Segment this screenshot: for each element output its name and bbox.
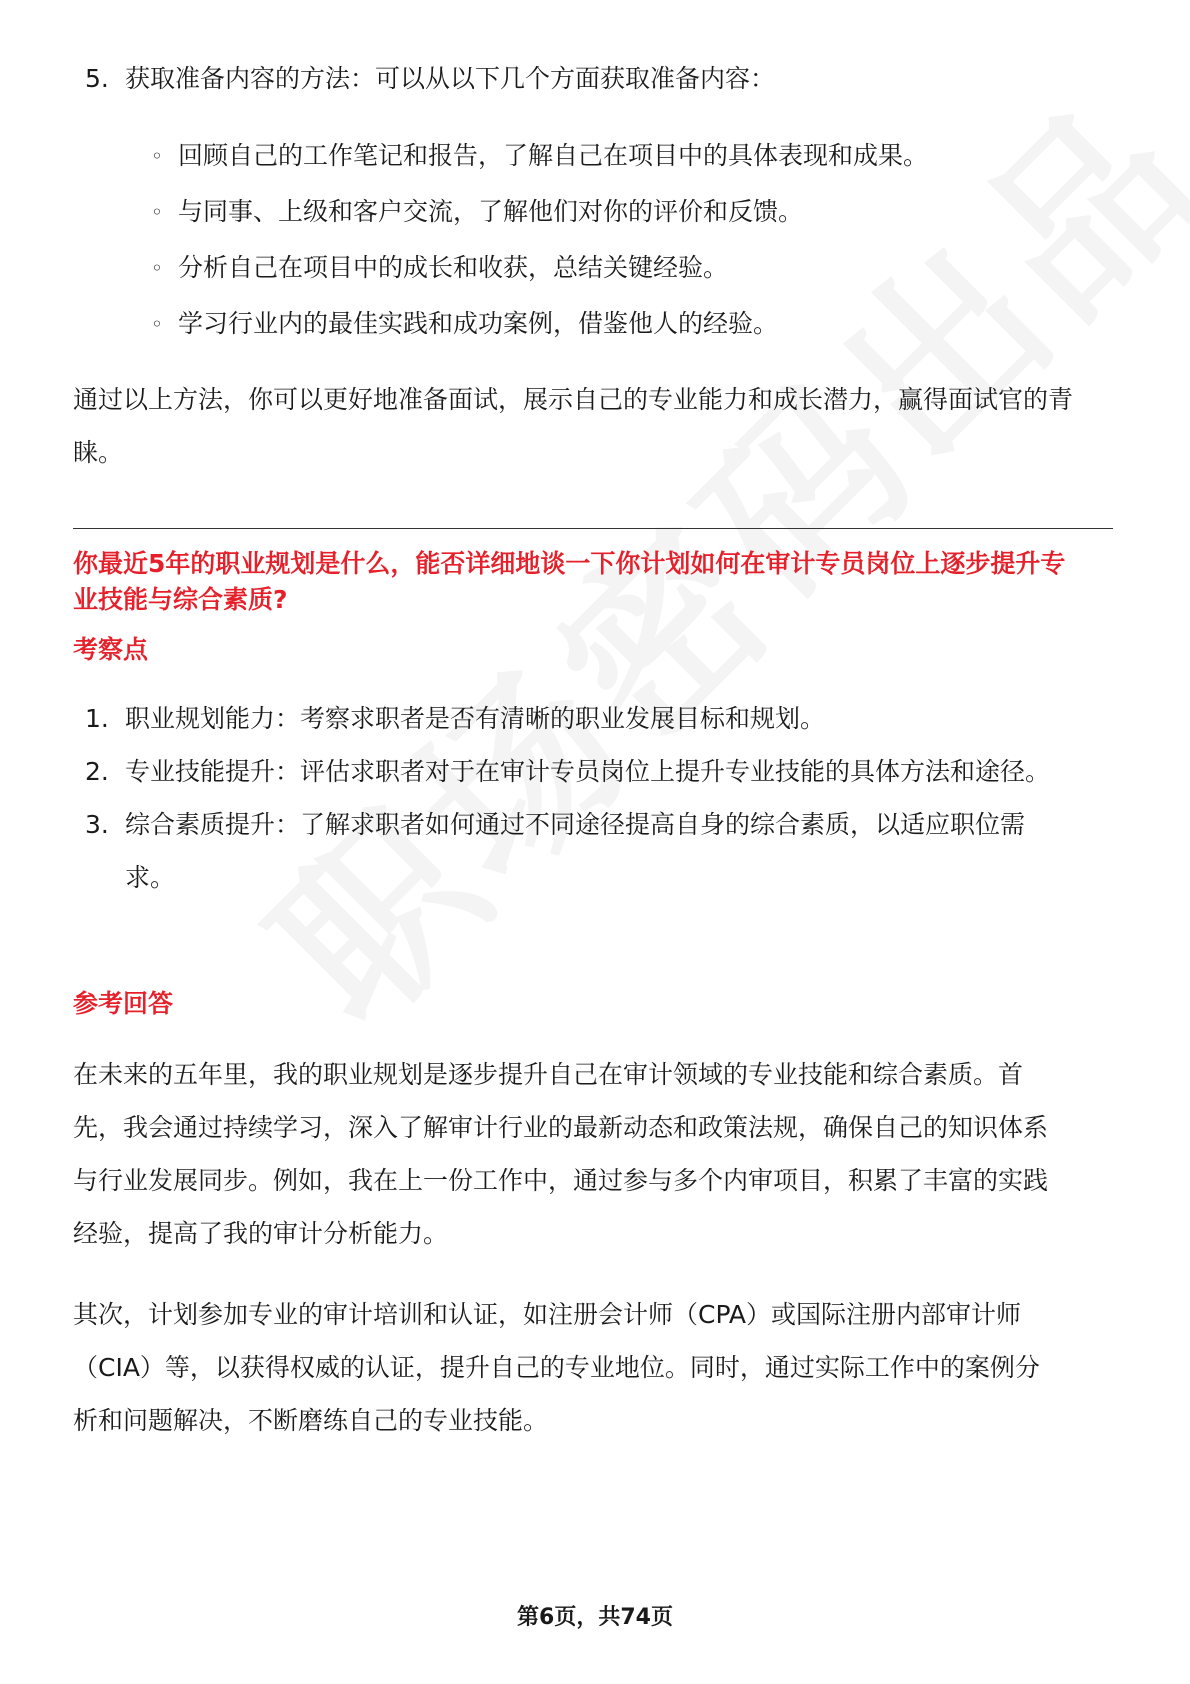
bullet-icon: ◦ bbox=[151, 144, 163, 168]
item-number: 3. bbox=[85, 810, 109, 839]
assessment-heading-block bbox=[73, 630, 1113, 670]
interview-question: 你最近5年的职业规划是什么，能否详细地谈一下你计划如何在审计专员岗位上逐步提升专业技能与综合素质? bbox=[73, 549, 1066, 614]
answer-paragraph: 在未来的五年里，我的职业规划是逐步提升自己在审计领域的专业技能和综合素质。首先，我会通过持续学习，深入了解审计行业的最新动态和政策法规，确保自己的知识体系与行业发展同步。例如，我在上一份工作中，通过参与多个内审项目，积累了丰富的实践经验，提高了我的审计分析能力。 bbox=[73, 1060, 1049, 1248]
assessment-heading: 考察点 bbox=[73, 635, 149, 664]
item-text: 获取准备内容的方法：可以从以下几个方面获取准备内容： bbox=[125, 64, 776, 93]
item-text: 专业技能提升：评估求职者对于在审计专员岗位上提升专业技能的具体方法和途径。 bbox=[125, 757, 1051, 786]
answer-body bbox=[73, 1048, 1048, 1447]
bullet-icon: ◦ bbox=[151, 200, 163, 224]
section-divider bbox=[73, 528, 1113, 529]
item-text: 职业规划能力：考察求职者是否有清晰的职业发展目标和规划。 bbox=[125, 704, 826, 733]
list-item bbox=[73, 184, 1113, 240]
bullet-text: 分析自己在项目中的成长和收获，总结关键经验。 bbox=[178, 253, 729, 282]
bullet-icon: ◦ bbox=[151, 312, 163, 336]
method-item bbox=[73, 52, 1113, 105]
conclusion-block bbox=[73, 373, 1073, 479]
list-item bbox=[73, 745, 1063, 798]
bullet-text: 学习行业内的最佳实践和成功案例，借鉴他人的经验。 bbox=[178, 309, 779, 338]
item-number: 5. bbox=[85, 64, 109, 93]
answer-heading: 参考回答 bbox=[73, 989, 174, 1018]
list-item bbox=[73, 692, 1063, 745]
method-bullets bbox=[73, 128, 1113, 352]
list-item bbox=[73, 296, 1113, 352]
page-footer: 第6页，共74页 bbox=[517, 1605, 673, 1630]
bullet-icon: ◦ bbox=[151, 256, 163, 280]
answer-heading-block bbox=[73, 984, 1113, 1024]
item-number: 1. bbox=[85, 704, 109, 733]
bullet-text: 与同事、上级和客户交流，了解他们对你的评价和反馈。 bbox=[178, 197, 804, 226]
bullet-text: 回顾自己的工作笔记和报告，了解自己在项目中的具体表现和成果。 bbox=[178, 141, 929, 170]
list-item bbox=[73, 798, 1063, 904]
item-text: 综合素质提升：了解求职者如何通过不同途径提高自身的综合素质，以适应职位需求。 bbox=[125, 810, 1026, 892]
list-item bbox=[73, 240, 1113, 296]
list-item bbox=[73, 128, 1113, 184]
item-number: 2. bbox=[85, 757, 109, 786]
content-top bbox=[73, 52, 1113, 105]
question-block bbox=[73, 546, 1073, 618]
answer-paragraph: 其次，计划参加专业的审计培训和认证，如注册会计师（CPA）或国际注册内部审计师（CIA）等，以获得权威的认证，提升自己的专业地位。同时，通过实际工作中的案例分析和问题解决，不断磨练自己的专业技能。 bbox=[73, 1300, 1040, 1435]
conclusion-paragraph: 通过以上方法，你可以更好地准备面试，展示自己的专业能力和成长潜力，赢得面试官的青睐。 bbox=[73, 385, 1074, 467]
assessment-list bbox=[73, 692, 1063, 904]
